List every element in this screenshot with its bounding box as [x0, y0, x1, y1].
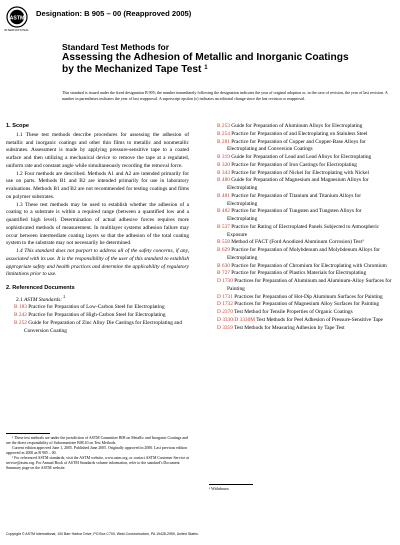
- reference-title: Practice for Preparation of Chromium for Electroplating with Chromium: [229, 262, 387, 269]
- astm-logo: [6, 6, 28, 28]
- reference-code-link[interactable]: B 480: [217, 177, 230, 184]
- reference-code-link[interactable]: B 281: [217, 138, 230, 145]
- reference-item: [209, 193, 392, 209]
- reference-code-link[interactable]: D 3359: [217, 324, 233, 331]
- reference-title: Practice for Rating of Electroplated Panels Subjected to Atmospheric Exposure: [227, 223, 380, 238]
- reference-item: [209, 239, 392, 247]
- logo-caption: INTERNATIONAL: [4, 28, 30, 32]
- reference-item: [209, 270, 392, 278]
- reference-title: Test Methods for Peel Adhesion of Pressure-Sensitive Tape: [255, 316, 383, 323]
- reference-item: [209, 131, 392, 139]
- issuance-notice: This standard is issued under the fixed designation B 905; the number immediately following the designation indicates the year of original adoption or, in the case of revision, the year of last revision. A number in parentheses indicates the year of last reapproval. A superscript epsilon (ε) indicates an editorial change since the last revision or reapproval.: [62, 90, 388, 101]
- reference-item: [209, 325, 392, 333]
- reference-item: [6, 320, 189, 336]
- reference-code-link[interactable]: B 727: [217, 270, 230, 277]
- footnote-rule: [6, 433, 50, 434]
- left-column: [6, 123, 189, 335]
- reference-code-link[interactable]: D 2370: [217, 309, 233, 315]
- reference-code-link[interactable]: B 558: [217, 239, 230, 246]
- reference-item: [209, 278, 392, 294]
- left-reference-list: [6, 304, 189, 335]
- title-line-2: Assessing the Adhesion of Metallic and Inorganic Coatings: [62, 52, 349, 63]
- reference-code-link[interactable]: B 629: [217, 247, 230, 253]
- reference-title: Test Method for Tensile Properties of Organic Coatings: [232, 309, 353, 315]
- right-footnote: ³ Withdrawn.: [209, 487, 230, 491]
- reference-title: Practices for Preparation of Magnesium Alloy Surfaces for Painting: [232, 301, 380, 308]
- reference-code-link[interactable]: B 254: [217, 130, 230, 137]
- reference-code-link[interactable]: D 1730: [217, 278, 233, 284]
- reference-title: Guide for Preparation of Lead and Lead Alloys for Electroplating: [229, 154, 372, 160]
- designation: Designation: B 905 – 00 (Reapproved 2005): [36, 9, 192, 18]
- reference-title: Practice for Preparation of Titanium and Titanium Alloys for Electroplating: [227, 192, 361, 207]
- scope-1-4: 1.4 This standard does not purport to address all of the safety concerns, if any, associated with its use. It is the responsibility of the user of this standard to establish appropriate safety and health practices and determine the applicability of regulatory limitations prior to use.: [6, 248, 189, 278]
- title-line-3: by the Mechanized Tape Test $^1$: [62, 63, 208, 75]
- title-line-1: Standard Test Methods for: [62, 42, 170, 52]
- scope-heading: 1. Scope: [6, 123, 30, 129]
- copyright-line: Copyright © ASTM International, 100 Barr Harbor Drive, PO Box C700, West Conshohocken, PA 19428-2959, United States.: [6, 532, 199, 536]
- reference-title: Practices for Preparation of Aluminum and Aluminum-Alloy Surfaces for Painting: [227, 278, 392, 292]
- reference-code-link[interactable]: B 253: [217, 123, 230, 129]
- reference-item: [209, 301, 392, 309]
- reference-code-link[interactable]: B 320: [217, 161, 230, 168]
- title-footnote-mark: 1: [204, 64, 208, 71]
- reference-code-link[interactable]: B 481: [217, 192, 230, 199]
- reference-item: [6, 304, 189, 312]
- reference-item: [209, 177, 392, 193]
- reference-title: Practice for Preparation of Iron Castings for Electroplating: [229, 161, 357, 168]
- reference-item: [6, 312, 189, 320]
- reference-code-link[interactable]: B 183: [14, 304, 27, 311]
- reference-item: [209, 224, 392, 240]
- footnote-rule-right: [209, 484, 253, 485]
- reference-item: [209, 162, 392, 170]
- left-footnotes: [6, 436, 189, 471]
- reference-item: [209, 317, 392, 325]
- reference-code-link[interactable]: B 242: [14, 312, 27, 319]
- reference-code-link[interactable]: B 630: [217, 262, 230, 269]
- reference-code-link[interactable]: B 482: [217, 208, 230, 215]
- references-heading: 2. Referenced Documents: [6, 285, 75, 291]
- reference-title: Test Methods for Measuring Adhesion by Tape Test: [232, 324, 345, 331]
- reference-title: Practice for Preparation of Plastics Materials for Electroplating: [229, 270, 367, 277]
- reference-title: Practice for Preparation of Copper and Copper-Base Alloys for Electroplating and Conversion Coatings: [227, 138, 366, 153]
- scope-1-3: 1.3 These test methods may be used to establish whether the adhesion of a coating to a substrate is within a required range (between a quantified low and a quantified high level). Determination of actual adhesive forces requires more sophisticated methods of measurement. In multilayer systems adhesion failure may occur between intermediate coating layers so that the adhesion of the total coating system to the substrate may not necessarily be determined.: [6, 201, 189, 247]
- reference-title: Practice for Preparation of High-Carbon Steel for Electroplating: [26, 312, 166, 319]
- reference-item: [209, 139, 392, 155]
- reference-item: [209, 154, 392, 162]
- document-title: [62, 42, 362, 75]
- reference-code-link[interactable]: D 1731: [217, 293, 233, 300]
- right-column: [209, 123, 392, 332]
- reference-item: [209, 208, 392, 224]
- reference-item: [209, 309, 392, 317]
- reference-title: Practice for Preparation of Tungsten and Tungsten Alloys for Electroplating: [227, 208, 362, 222]
- reference-title: Method of FACT (Ford Anodized Aluminum Corrosion) Test³: [229, 239, 364, 246]
- reference-title: Practice for Preparation of Low-Carbon Steel for Electroplating: [26, 304, 165, 311]
- reference-code-link[interactable]: D 1732: [217, 301, 233, 308]
- reference-title: Practice for Preparation of and Electroplating on Stainless Steel: [229, 130, 368, 137]
- reference-code-link[interactable]: D 3330/D 3330M: [217, 316, 256, 323]
- reference-code-link[interactable]: B 537: [217, 223, 230, 230]
- reference-item: [209, 247, 392, 263]
- reference-title: Guide for Preparation of Aluminum Alloys for Electroplating: [229, 123, 363, 129]
- reference-title: Guide for Preparation of Magnesium and Magnesium Alloys for Electroplating: [227, 177, 369, 191]
- reference-item: [209, 123, 392, 131]
- right-reference-list: [209, 123, 392, 332]
- footnote: Current edition approved June 1, 2005. Published June 2005. Originally approved in 2000. Last previous edition approved in 2000 as B 905 – 00.: [6, 446, 187, 455]
- reference-title: Practices for Preparation of Hot-Dip Aluminum Surfaces for Painting: [232, 293, 383, 300]
- reference-title: Practice for Preparation of Molybdenum and Molybdenum Alloys for Electroplating: [227, 247, 380, 261]
- reference-title: Guide for Preparation of Zinc Alloy Die Castings for Electroplating and Conversion Coating: [24, 319, 182, 334]
- reference-code-link[interactable]: B 319: [217, 154, 230, 160]
- reference-code-link[interactable]: B 252: [14, 319, 27, 326]
- reference-code-link[interactable]: B 343: [217, 169, 230, 176]
- svg-text:ASTM: ASTM: [9, 15, 25, 22]
- astm-standards-label: 2.1 ASTM Standards: $^2$: [16, 294, 66, 303]
- scope-1-1: 1.1 These test methods describe procedures for assessing the adhesion of metallic and inorganic coatings and other thin films to metallic and nonmetallic substrates. Assessment is made by applying pressure-sensitive tape to a coated surface and then utilizing a mechanical device to remove the tape at a regulated, uniform rate and constant angle while simultaneously recording the removal force.: [6, 131, 189, 169]
- footnote: ¹ These test methods are under the jurisdiction of ASTM Committee B08 on Metallic and Inorganic Coatings and are the direct responsibility of Subcommittee B08.10 on Test Methods.: [6, 436, 188, 445]
- scope-1-2: 1.2 Four methods are described. Methods A1 and A2 are intended primarily for use on parts. Methods B1 and B2 are intended primarily for use in laboratory evaluations. Methods B1 and B2 are not recommended for testing coatings and films on polymer substrates.: [6, 170, 189, 200]
- reference-title: Practice for Preparation of Nickel for Electroplating with Nickel: [229, 169, 369, 176]
- footnote: ² For referenced ASTM standards, visit the ASTM website, www.astm.org, or contact ASTM Customer Service at service@astm.org. For Annual Book of ASTM Standards volume information, refer to the standard's Document Summary page on the ASTM website.: [6, 456, 189, 470]
